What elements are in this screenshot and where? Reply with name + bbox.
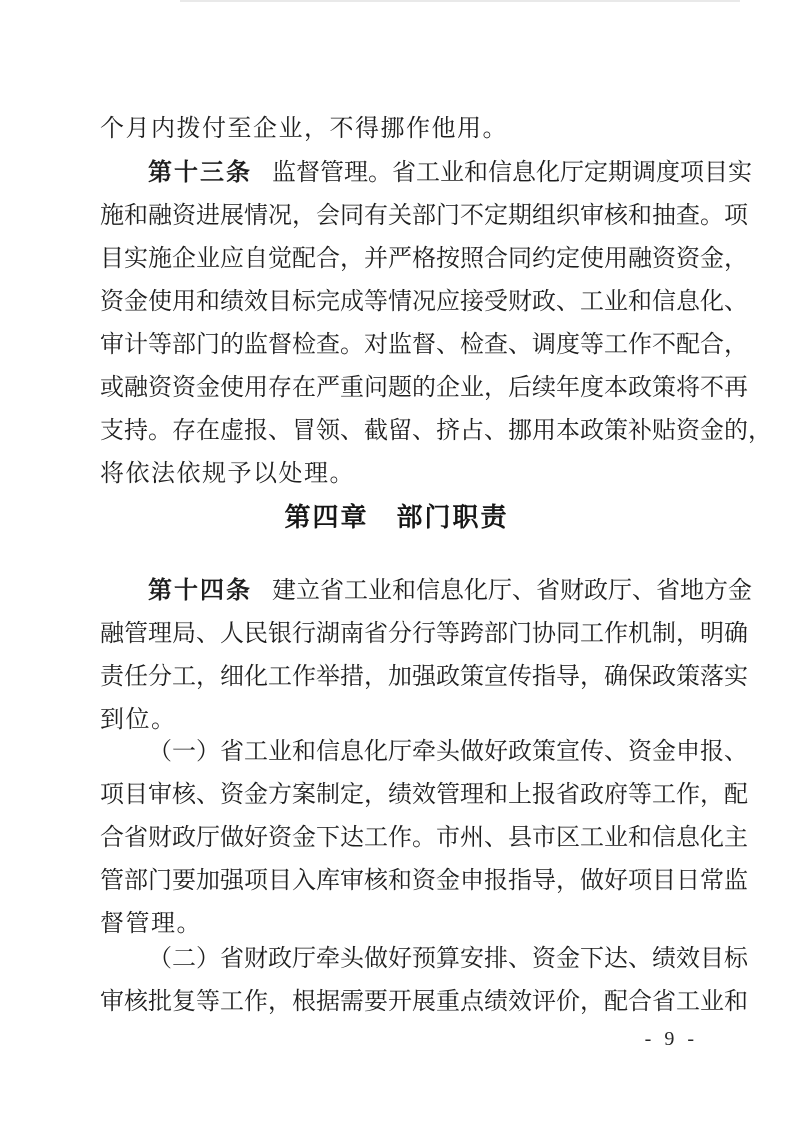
article-14-paragraph bbox=[100, 570, 752, 742]
duty-item-1 bbox=[100, 731, 748, 946]
body-line: 第 十 四 条 建 立 省 工 业 和 信 息 化 厅 、 省 财 政 厅 、 省 地 方 金 bbox=[100, 570, 693, 613]
body-line: 施 和 融 资 进 展 情 况 ， 会 同 有 关 部 门 不 定 期 组 织 审 核 和 抽 查 。 项 bbox=[100, 203, 748, 229]
chapter-heading: 第四章 部门职责 bbox=[284, 502, 509, 532]
body-line: 支 持 。 存 在 虚 报 、 冒 领 、 截 留 、 挤 占 、 挪 用 本 政 策 补 贴 资 金 的 ， bbox=[100, 418, 772, 444]
page-number: - 9 - bbox=[644, 1028, 698, 1050]
body-line: 目 实 施 企 业 应 自 觉 配 合 ， 并 严 格 按 照 合 同 约 定 使 用 融 资 资 金 ， bbox=[100, 246, 748, 272]
body-line: 管 部 门 要 加 强 项 目 入 库 审 核 和 资 金 申 报 指 导 ， 做 好 项 目 日 常 监 bbox=[100, 868, 748, 894]
body-line: 第 十 三 条 监 督 管 理 。 省 工 业 和 信 息 化 厅 定 期 调 度 项 目 实 bbox=[100, 152, 693, 195]
body-line: 审 核 批 复 等 工 作 ， 根 据 需 要 开 展 重 点 绩 效 评 价 ， 配 合 省 工 业 和 bbox=[100, 989, 748, 1015]
body-line: 责 任 分 工 ， 细 化 工 作 举 措 ， 加 强 政 策 宣 传 指 导 ， 确 保 政 策 落 实 bbox=[100, 664, 748, 690]
body-line: 督管理。 bbox=[100, 911, 202, 937]
scan-artifact-line bbox=[180, 0, 740, 2]
body-line: （ 一 ） 省 工 业 和 信 息 化 厅 牵 头 做 好 政 策 宣 传 、 资 金 申 报 、 bbox=[148, 739, 748, 765]
body-line: 到位。 bbox=[100, 707, 177, 733]
article-13-paragraph bbox=[100, 152, 772, 496]
body-line: 个月内拨付至企业，不得挪作他用。 bbox=[100, 116, 508, 142]
body-line: 融 管 理 局 、 人 民 银 行 湖 南 省 分 行 等 跨 部 门 协 同 工 作 机 制 ， 明 确 bbox=[100, 621, 748, 647]
duty-item-2 bbox=[100, 938, 748, 1024]
continuation-paragraph bbox=[100, 108, 693, 151]
body-line: 将依法依规予以处理。 bbox=[100, 461, 355, 487]
body-line: 或 融 资 资 金 使 用 存 在 严 重 问 题 的 企 业 ， 后 续 年 度 本 政 策 将 不 再 bbox=[100, 375, 748, 401]
body-line: （ 二 ） 省 财 政 厅 牵 头 做 好 预 算 安 排 、 资 金 下 达 、 绩 效 目 标 bbox=[148, 946, 748, 972]
body-line: 资 金 使 用 和 绩 效 目 标 完 成 等 情 况 应 接 受 财 政 、 工 业 和 信 息 化 、 bbox=[100, 289, 748, 315]
article-term: 第 十 四 条 bbox=[148, 578, 252, 604]
article-term: 第 十 三 条 bbox=[148, 160, 252, 186]
body-line: 合 省 财 政 厅 做 好 资 金 下 达 工 作 。 市 州 、 县 市 区 工 业 和 信 息 化 主 bbox=[100, 825, 748, 851]
body-line: 审 计 等 部 门 的 监 督 检 查 。 对 监 督 、 检 查 、 调 度 等 工 作 不 配 合 ， bbox=[100, 332, 748, 358]
body-line: 项 目 审 核 、 资 金 方 案 制 定 ， 绩 效 管 理 和 上 报 省 政 府 等 工 作 ， 配 bbox=[100, 782, 748, 808]
